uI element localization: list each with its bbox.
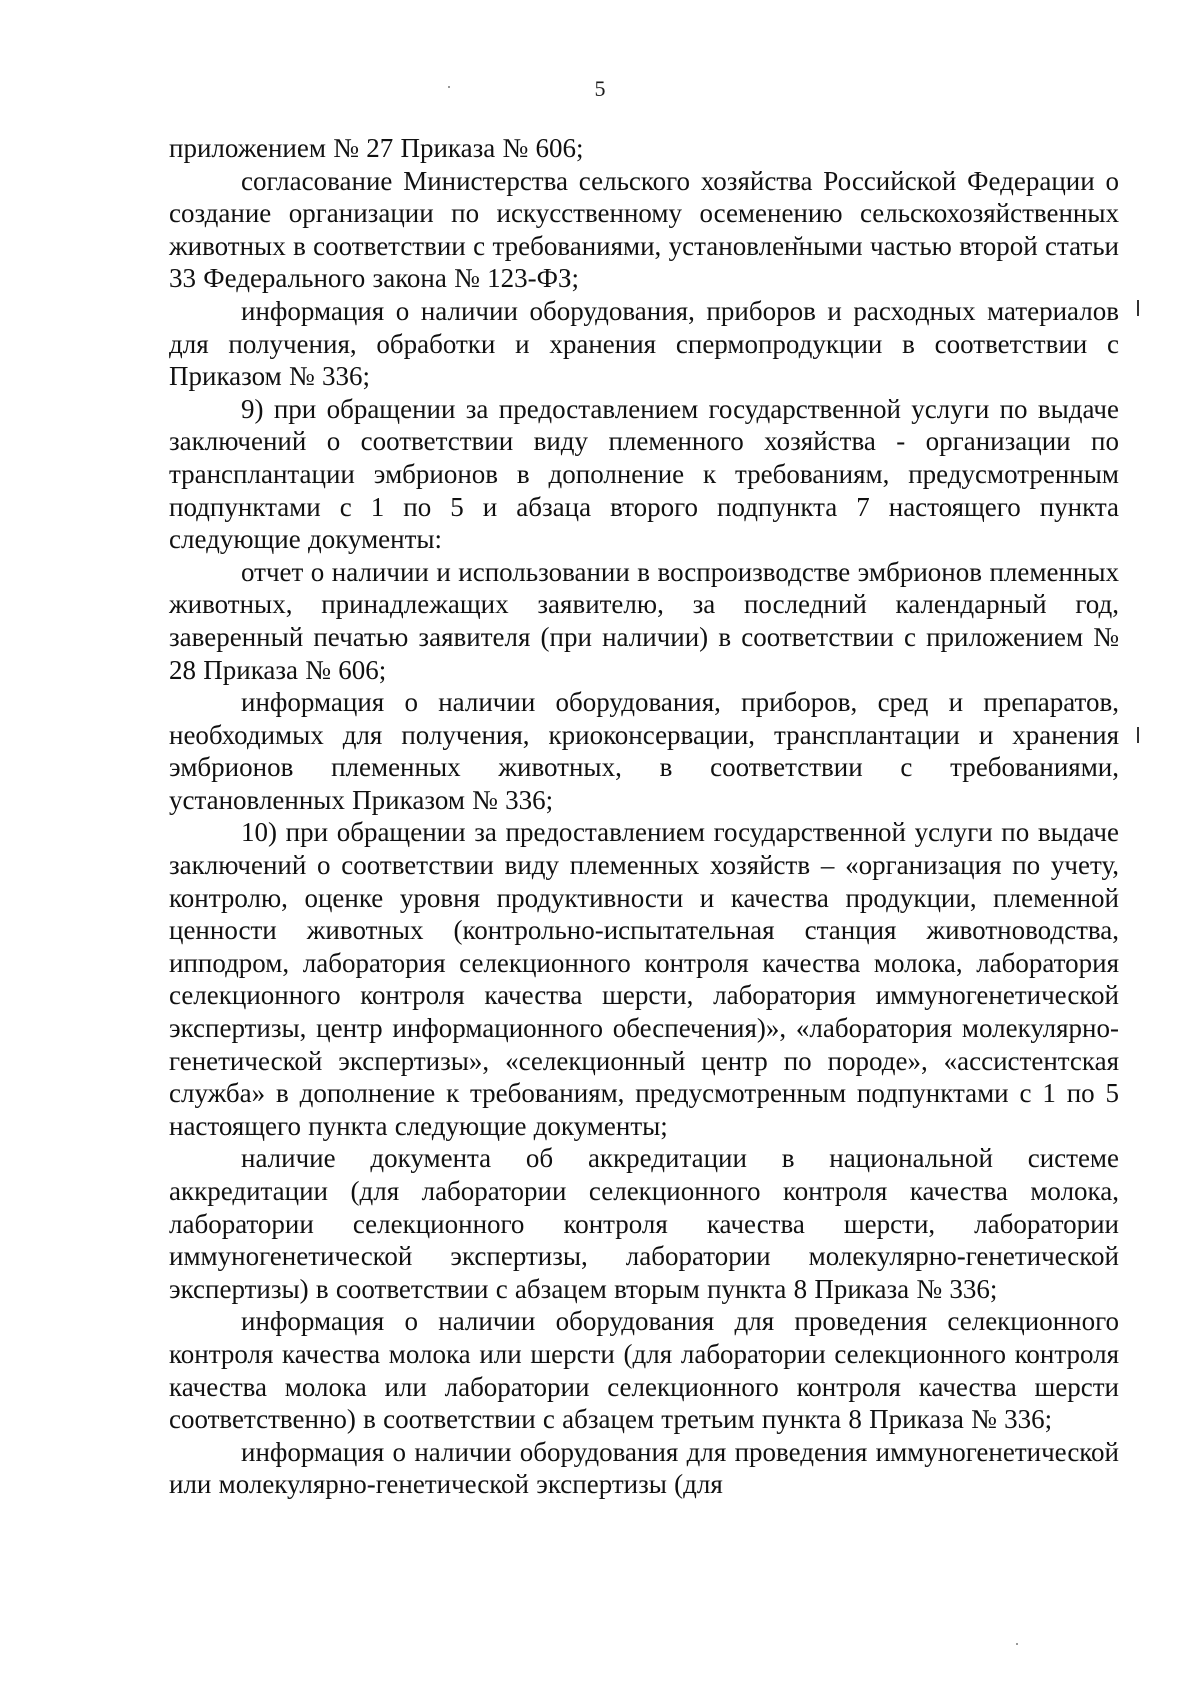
paragraph-item-9: 9) при обращении за предоставлением государственной услуги по выдаче заключений о соответствии виду племенного хозяйства - организации по трансплантации эмбрионов в дополнение к требованиям, предусмотренным подпунктами с 1 по 5 и абзаца второго подпункта 7 настоящего пункта следующие документы: [169, 393, 1119, 555]
paragraph-embryo-report: отчет о наличии и использовании в воспроизводстве эмбрионов племенных животных, принадлежащих заявителю, за последний календарный год, заверенный печатью заявителя (при наличии) в соответствии с приложением № 28 Приказа № 606; [169, 556, 1119, 685]
page-number: 5 [594, 76, 606, 101]
paragraph-equipment-genetic: информация о наличии оборудования для проведения иммуногенетической или молекулярно-генетической экспертизы (для [169, 1436, 1119, 1500]
scan-speck [1016, 1643, 1018, 1645]
paragraph-equipment-milk-wool: информация о наличии оборудования для проведения селекционного контроля качества молока или шерсти (для лаборатории селекционного контроля качества молока или лаборатории селекционного контроля качества шерсти соответственно) в соответствии с абзацем третьим пункта 8 Приказа № 336; [169, 1306, 1119, 1435]
scan-margin-mark [1137, 300, 1139, 316]
paragraph-ministry-approval: согласование Министерства сельского хозяйства Российской Федерации о создание организации по искусственному осеменению сельскохозяйственных животных в соответствии с требованиями, установлен̆ными частью второй статьи 33 Федерального закона № 123-ФЗ; [169, 165, 1119, 294]
document-body [169, 132, 1119, 1501]
paragraph-accreditation: наличие документа об аккредитации в национальной системе аккредитации (для лаборатории селекционного контроля качества молока, лаборатории селекционного контроля качества шерсти, лаборатории иммуногенетической экспертизы, лаборатории молекулярно-генетической экспертизы) в соответствии с абзацем вторым пункта 8 Приказа № 336; [169, 1143, 1119, 1304]
paragraph-equipment-sperm: информация о наличии оборудования, приборов и расходных материалов для получения, обработки и хранения спермопродукции в соответствии с Приказом № 336; [169, 295, 1119, 392]
scan-speck [448, 86, 450, 88]
paragraph-equipment-embryo: информация о наличии оборудования, приборов, сред и препаратов, необходимых для получения, криоконсервации, трансплантации и хранения эмбрионов племенных животных, в соответствии с требованиями, установленных Приказом № 336; [169, 687, 1119, 815]
paragraph-item-10: 10) при обращении за предоставлением государственной услуги по выдаче заключений о соответствии виду племенных хозяйств – «организация по учету, контролю, оценке уровня продуктивности и качества продукции, племенной ценности животных (контрольно-испытательная станция животноводства, ипподром, лаборатория селекционного контроля качества молока, лаборатория селекционного контроля качества шерсти, лаборатория иммуногенетической экспертизы, центр информационного обеспечения)», «лаборатория молекулярно-генетической экспертизы», «селекционный центр по породе», «ассистентская служба» в дополнение к требованиям, предусмотренным подпунктами с 1 по 5 настоящего пункта следующие документы; [169, 817, 1119, 1141]
scan-margin-mark [1137, 727, 1139, 743]
paragraph-continuation: приложением № 27 Приказа № 606; [169, 133, 584, 163]
